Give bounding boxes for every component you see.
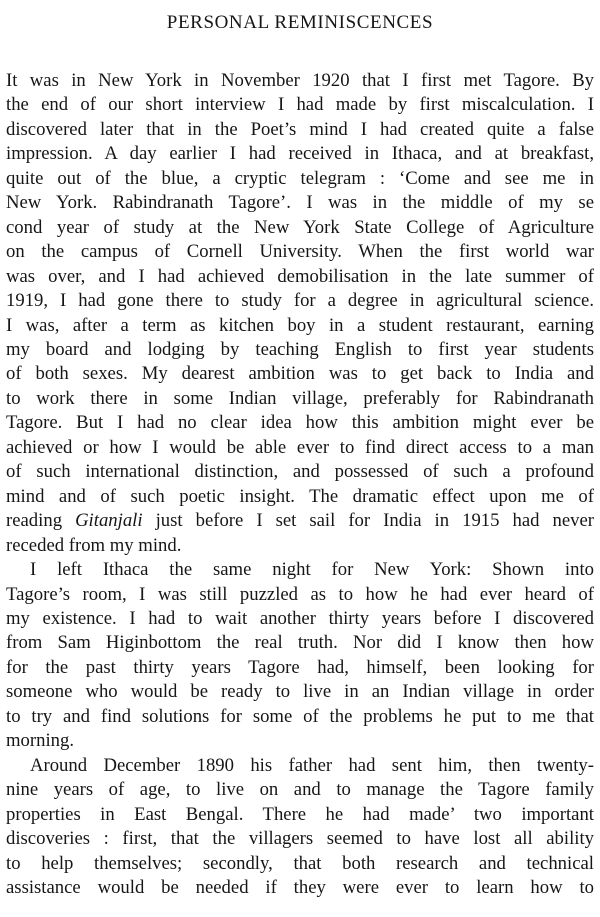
text-line: to work there in some Indian village, preferably for Rabindranath xyxy=(6,387,594,409)
text-line: quite out of the blue, a cryptic telegram : ‘Come and see me in xyxy=(6,167,594,189)
text-line: from Sam Higinbottom the real truth. Nor did I know then how xyxy=(6,632,594,654)
text-line: for the past thirty years Tagore had, himself, been looking for xyxy=(6,656,594,678)
text-segment: reading xyxy=(6,510,76,532)
text-line: achieved or how I would be able ever to find direct access to a man xyxy=(6,436,594,458)
text-line: cond year of study at the New York State College of Agriculture xyxy=(6,216,594,238)
text-line: was over, and I had achieved demobilisation in the late summer of xyxy=(6,265,594,287)
text-line: my existence. I had to wait another thirty years before I discovered xyxy=(6,607,594,629)
text-line: to try and find solutions for some of the problems he put to me that xyxy=(6,705,594,727)
text-line: to help themselves; secondly, that both research and technical xyxy=(6,852,594,874)
text-line: properties in East Bengal. There he had made’ two important xyxy=(6,803,594,825)
text-line: nine years of age, to live on and to manage the Tagore family xyxy=(6,779,594,801)
text-line: on the campus of Cornell University. When the first world war xyxy=(6,241,594,263)
text-line: someone who would be ready to live in an Indian village in order xyxy=(6,681,594,703)
text-line: the end of our short interview I had made by first miscalculation. I xyxy=(6,94,594,116)
text-line: Around December 1890 his father had sent him, then twenty- xyxy=(30,754,594,776)
text-line: morning. xyxy=(6,730,74,752)
text-line xyxy=(6,509,594,533)
page-title: PERSONAL REMINISCENCES xyxy=(166,12,434,33)
text-line: my board and lodging by teaching English to first year students xyxy=(6,338,594,360)
text-line: of both sexes. My dearest ambition was to get back to India and xyxy=(6,363,594,385)
text-line: Tagore’s room, I was still puzzled as to how he had ever heard of xyxy=(6,583,594,605)
text-line: assistance would be needed if they were ever to learn how to xyxy=(6,876,594,898)
text-line: of such international distinction, and possessed of such a profound xyxy=(6,461,594,483)
body-text xyxy=(6,69,594,900)
text-line: I left Ithaca the same night for New York: Shown into xyxy=(30,559,594,581)
text-line: I was, after a term as kitchen boy in a student restaurant, earning xyxy=(6,314,594,336)
text-line: discoveries : first, that the villagers seemed to have lost all ability xyxy=(6,828,594,850)
document-page xyxy=(6,0,594,900)
text-line: impression. A day earlier I had received in Ithaca, and at breakfast, xyxy=(6,143,594,165)
text-line: Tagore. But I had no clear idea how this ambition might ever be xyxy=(6,412,594,434)
text-line: mind and of such poetic insight. The dramatic effect upon me of xyxy=(6,485,594,507)
book-title-gitanjali: Gitanjali xyxy=(75,510,143,532)
text-line: It was in New York in November 1920 that I first met Tagore. By xyxy=(6,70,594,91)
text-line: receded from my mind. xyxy=(6,534,182,556)
text-segment: just before I set sail for India in 1915 had never xyxy=(142,510,594,532)
text-line: 1919, I had gone there to study for a degree in agricultural science. xyxy=(6,290,594,312)
text-line: New York. Rabindranath Tagore’. I was in the middle of my se xyxy=(6,192,594,214)
text-line: discovered later that in the Poet’s mind I had created quite a false xyxy=(6,118,594,140)
